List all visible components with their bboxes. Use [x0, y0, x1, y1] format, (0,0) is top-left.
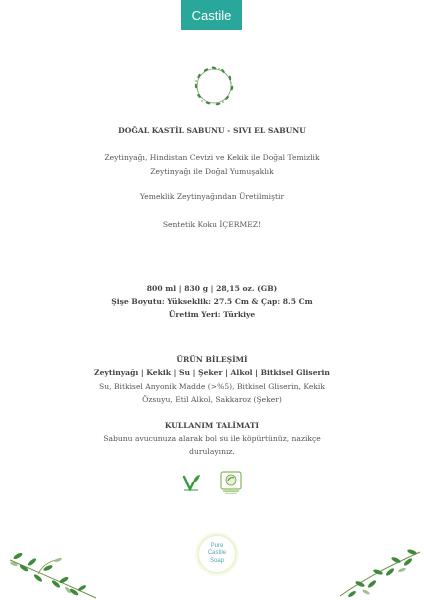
intro-line-2: Zeytinyağı ile Doğal Yumuşaklık — [150, 167, 274, 176]
badge-line-2: Castile — [207, 550, 227, 557]
intro-line-4: Sentetik Koku İÇERMEZ! — [162, 220, 262, 229]
spec-origin: Üretim Yeri: Türkiye — [168, 310, 256, 319]
certificate-icon — [220, 471, 242, 495]
badge-line-3: Soap — [209, 557, 224, 564]
vegan-leaf-icon — [181, 473, 201, 493]
ingredients-heading: ÜRÜN BİLEŞİMİ — [176, 355, 248, 364]
badge-line-1: Pure — [210, 542, 224, 549]
usage-line-2: durulayınız. — [189, 447, 235, 456]
castile-tab[interactable]: Castile — [181, 0, 242, 30]
leaf-wreath-icon — [190, 62, 238, 110]
olive-branch-icon — [8, 546, 100, 600]
usage-heading: KULLANIM TALİMATI — [164, 421, 260, 430]
ingredients-full-line-1: Su, Bitkisel Anyonik Madde (>%5), Bitkisel Gliserin, Kekik — [99, 382, 325, 391]
spec-bottle-size: Şişe Boyutu: Yükseklik: 27.5 Cm & Çap: 8.5 Cm — [111, 297, 313, 306]
intro-line-1: Zeytinyağı, Hindistan Cevizi ve Kekik ile Doğal Temizlik — [104, 153, 320, 162]
olive-branch-icon — [338, 548, 422, 598]
ingredients-full-line-2: Özsuyu, Etil Alkol, Sakkaroz (Şeker) — [142, 395, 282, 404]
pure-castile-soap-badge — [199, 536, 235, 572]
ingredients-main: Zeytinyağı | Kekik | Su | Şeker | Alkol | Bitkisel Gliserin — [94, 368, 330, 377]
intro-line-3: Yemeklik Zeytinyağından Üretilmiştir — [139, 192, 285, 201]
usage-line-1: Sabunu avucunuza alarak bol su ile köpürtünüz, nazikçe — [103, 434, 321, 443]
product-title: DOĞAL KASTİL SABUNU - SIVI EL SABUNU — [118, 126, 306, 135]
spec-volume: 800 ml | 830 g | 28,15 oz. (GB) — [146, 284, 278, 293]
